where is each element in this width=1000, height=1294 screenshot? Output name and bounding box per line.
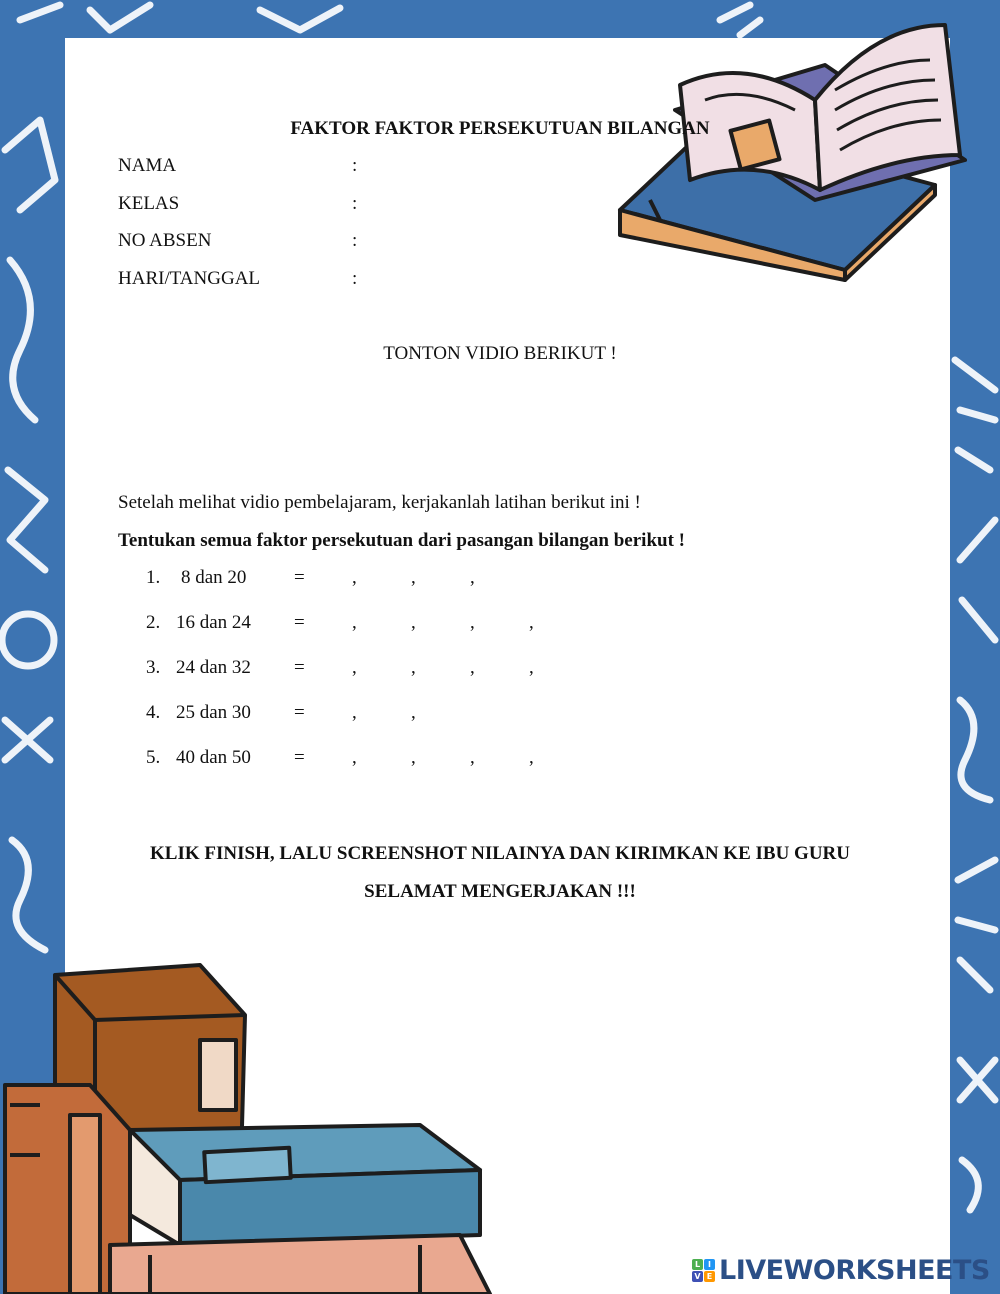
answer-comma: , (529, 657, 534, 678)
question-pair: 16 dan 24 (176, 612, 251, 633)
closing-instruction: KLIK FINISH, LALU SCREENSHOT NILAINYA DAN KIRIMKAN KE IBU GURU (150, 843, 850, 864)
answer-comma: , (470, 612, 475, 633)
equals-sign: = (294, 747, 305, 768)
field-separator: : (352, 268, 358, 289)
logo-mark-letter: E (704, 1271, 715, 1282)
video-instruction: TONTON VIDIO BERIKUT ! (383, 343, 617, 364)
logo-mark-letter: V (692, 1271, 703, 1282)
book-stack-illustration (0, 955, 500, 1294)
intro-text: Setelah melihat vidio pembelajaram, kerjakanlah latihan berikut ini ! (118, 492, 641, 513)
equals-sign: = (294, 567, 305, 588)
equals-sign: = (294, 657, 305, 678)
question-pair: 25 dan 30 (176, 702, 251, 723)
logo-mark-letter: I (704, 1259, 715, 1270)
answer-comma: , (470, 747, 475, 768)
question-number: 2. (146, 612, 161, 633)
field-separator: : (352, 155, 358, 176)
answer-comma: , (411, 702, 416, 723)
answer-comma: , (470, 657, 475, 678)
task-instruction: Tentukan semua faktor persekutuan dari pasangan bilangan berikut ! (118, 530, 685, 551)
worksheet-title: FAKTOR FAKTOR PERSEKUTUAN BILANGAN (290, 118, 710, 139)
question-pair: 24 dan 32 (176, 657, 251, 678)
liveworksheets-logo-text: LIVEWORKSHEETS (719, 1254, 990, 1286)
equals-sign: = (294, 702, 305, 723)
question-pair: 40 dan 50 (176, 747, 251, 768)
field-label-no-absen: NO ABSEN (118, 230, 212, 251)
answer-comma: , (352, 702, 357, 723)
question-number: 3. (146, 657, 161, 678)
field-separator: : (352, 193, 358, 214)
logo-mark-letter: L (692, 1259, 703, 1270)
question-pair: 8 dan 20 (181, 567, 247, 588)
field-label-nama: NAMA (118, 155, 177, 176)
question-number: 1. (146, 567, 161, 588)
liveworksheets-mark-icon (692, 1259, 715, 1282)
answer-comma: , (411, 612, 416, 633)
equals-sign: = (294, 612, 305, 633)
answer-comma: , (352, 747, 357, 768)
answer-comma: , (411, 657, 416, 678)
field-separator: : (352, 230, 358, 251)
answer-comma: , (411, 567, 416, 588)
answer-comma: , (352, 567, 357, 588)
answer-comma: , (352, 612, 357, 633)
liveworksheets-logo (692, 1253, 990, 1287)
answer-comma: , (352, 657, 357, 678)
answer-comma: , (529, 612, 534, 633)
question-number: 5. (146, 747, 161, 768)
answer-comma: , (470, 567, 475, 588)
field-label-hari-tanggal: HARI/TANGGAL (118, 268, 261, 289)
open-book-illustration (605, 5, 980, 290)
question-number: 4. (146, 702, 161, 723)
answer-comma: , (411, 747, 416, 768)
closing-greeting: SELAMAT MENGERJAKAN !!! (364, 881, 636, 902)
answer-comma: , (529, 747, 534, 768)
field-label-kelas: KELAS (118, 193, 180, 214)
